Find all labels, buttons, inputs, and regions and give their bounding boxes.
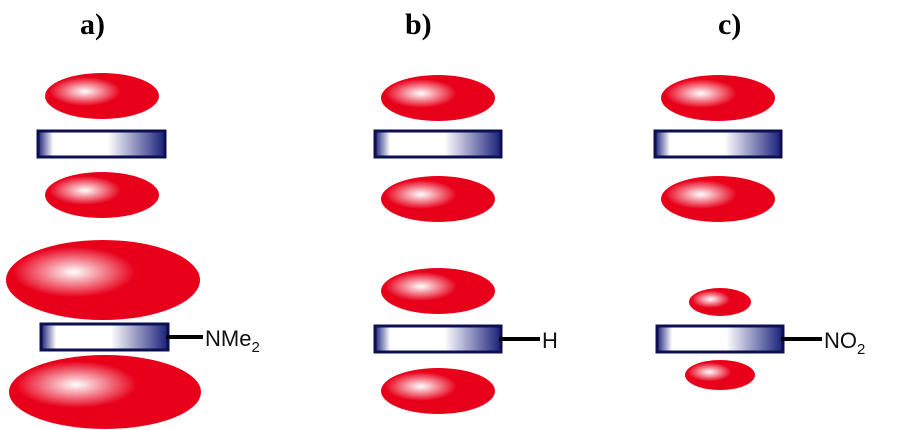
substituent-label-a: NMe$_2$ xyxy=(205,326,260,356)
ring-icon xyxy=(657,326,783,352)
ring-icon xyxy=(375,326,501,352)
panel-label-c: c) xyxy=(718,8,742,41)
orbital-lobe-icon xyxy=(661,75,775,121)
panel-label-a: a) xyxy=(80,8,105,41)
orbital-lobe-icon xyxy=(9,355,201,429)
orbital-lobe-icon xyxy=(45,172,159,218)
panel-label-b: b) xyxy=(405,8,432,41)
orbital-lobe-icon xyxy=(381,368,495,414)
panel-b xyxy=(375,75,558,414)
orbital-lobe-icon xyxy=(45,73,159,119)
substituent-label-c: $NO_2$ xyxy=(824,328,866,358)
orbital-lobe-icon xyxy=(381,176,495,222)
ring-icon xyxy=(41,324,168,350)
orbital-lobe-icon xyxy=(381,268,495,314)
panel-a xyxy=(6,73,260,429)
ring-icon xyxy=(375,131,501,157)
substituent-label-b: H xyxy=(542,328,558,353)
ring-icon xyxy=(655,131,781,157)
panel-c xyxy=(655,75,865,390)
ring-icon xyxy=(38,131,165,157)
orbital-lobe-icon xyxy=(685,360,755,390)
orbital-lobe-icon xyxy=(381,75,495,121)
orbital-lobe-icon xyxy=(689,288,751,316)
orbital-lobe-icon xyxy=(661,176,775,222)
orbital-lobe-icon xyxy=(6,240,200,320)
